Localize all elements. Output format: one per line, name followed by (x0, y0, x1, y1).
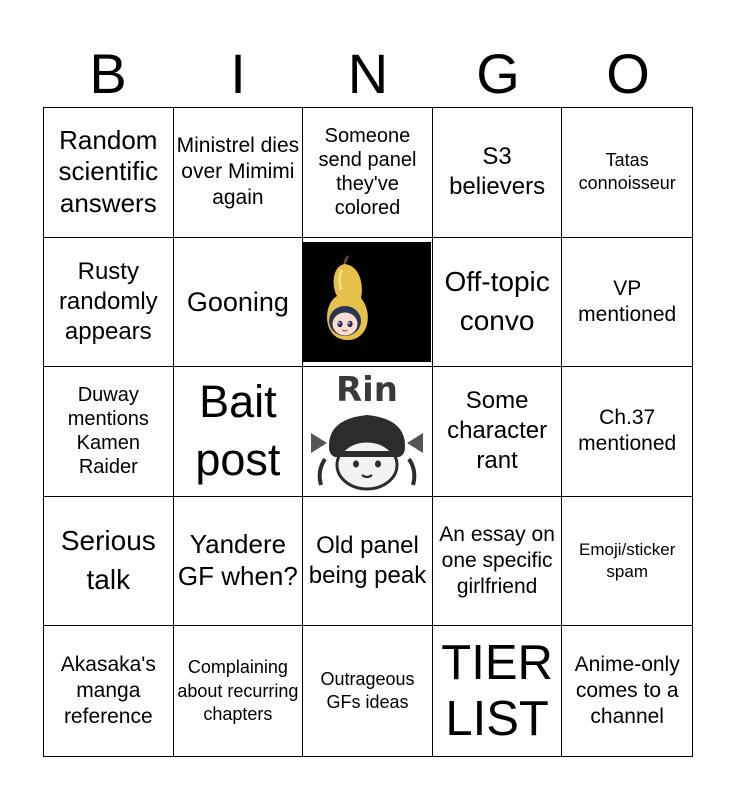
bingo-cell[interactable] (44, 626, 174, 756)
rin-drawing-image (303, 367, 431, 495)
cell-text: Yandere GF when? (177, 529, 298, 592)
cell-text: Some character rant (447, 387, 548, 475)
bingo-cell[interactable] (44, 108, 174, 238)
bingo-cell[interactable] (174, 108, 304, 238)
cell-text: VP mentioned (578, 276, 677, 326)
bingo-cell[interactable] (44, 497, 174, 627)
bingo-cell[interactable] (174, 238, 304, 368)
header-letter-i: I (230, 42, 246, 105)
bingo-cell[interactable] (433, 367, 563, 497)
header-letter-o: O (606, 42, 650, 105)
cell-text: An essay on one specific girlfriend (439, 522, 555, 599)
bingo-grid (43, 107, 693, 757)
bingo-cell[interactable] (303, 497, 433, 627)
bingo-cell[interactable] (562, 108, 692, 238)
cell-text: Gooning (186, 286, 289, 317)
pear-character-image (303, 242, 431, 362)
cell-text: Old panel being peak (308, 532, 427, 590)
cell-text: Rusty randomly appears (58, 257, 158, 345)
bingo-cell[interactable] (44, 238, 174, 368)
header-letter-b: B (89, 42, 127, 105)
cell-text: Tatas connoisseur (578, 149, 676, 194)
header-letter-n: N (347, 42, 389, 105)
bingo-cell[interactable] (433, 108, 563, 238)
bingo-cell[interactable] (303, 108, 433, 238)
cell-text: Serious talk (60, 525, 156, 596)
bingo-cell[interactable] (433, 497, 563, 627)
bingo-cell[interactable] (562, 497, 692, 627)
cell-text: Emoji/sticker spam (579, 540, 676, 582)
rin-drawing-cell[interactable] (303, 367, 433, 497)
cell-text: Ministrel dies over Mimimi again (176, 133, 300, 210)
cell-text: Anime-only comes to a channel (574, 652, 680, 729)
rin-label: Rin (336, 370, 399, 411)
bingo-header (43, 40, 693, 108)
bingo-cell[interactable] (562, 367, 692, 497)
bingo-cell[interactable] (433, 626, 563, 756)
cell-text: Off-topic convo (444, 266, 550, 336)
cell-text: Complaining about recurring chapters (177, 657, 299, 724)
header-letter-g: G (476, 42, 520, 105)
cell-text: Akasaka's manga reference (60, 652, 156, 729)
cell-text: S3 believers (449, 143, 546, 201)
bingo-cell[interactable] (174, 367, 304, 497)
free-space-pear-cell[interactable] (303, 238, 433, 368)
bingo-cell[interactable] (303, 626, 433, 756)
bingo-cell[interactable] (562, 238, 692, 368)
cell-text: Ch.37 mentioned (578, 406, 677, 456)
bingo-cell[interactable] (174, 497, 304, 627)
bingo-cell[interactable] (562, 626, 692, 756)
cell-text: Random scientific answers (58, 124, 159, 219)
cell-text: Someone send panel they've colored (318, 125, 417, 220)
bingo-cell[interactable] (433, 238, 563, 368)
bingo-cell[interactable] (44, 367, 174, 497)
cell-text: Duway mentions Kamen Raider (67, 384, 149, 479)
cell-text: TIER LIST (441, 635, 553, 747)
cell-text: Bait post (195, 375, 281, 486)
bingo-cell[interactable] (174, 626, 304, 756)
cell-text: Outrageous GFs ideas (320, 668, 415, 713)
